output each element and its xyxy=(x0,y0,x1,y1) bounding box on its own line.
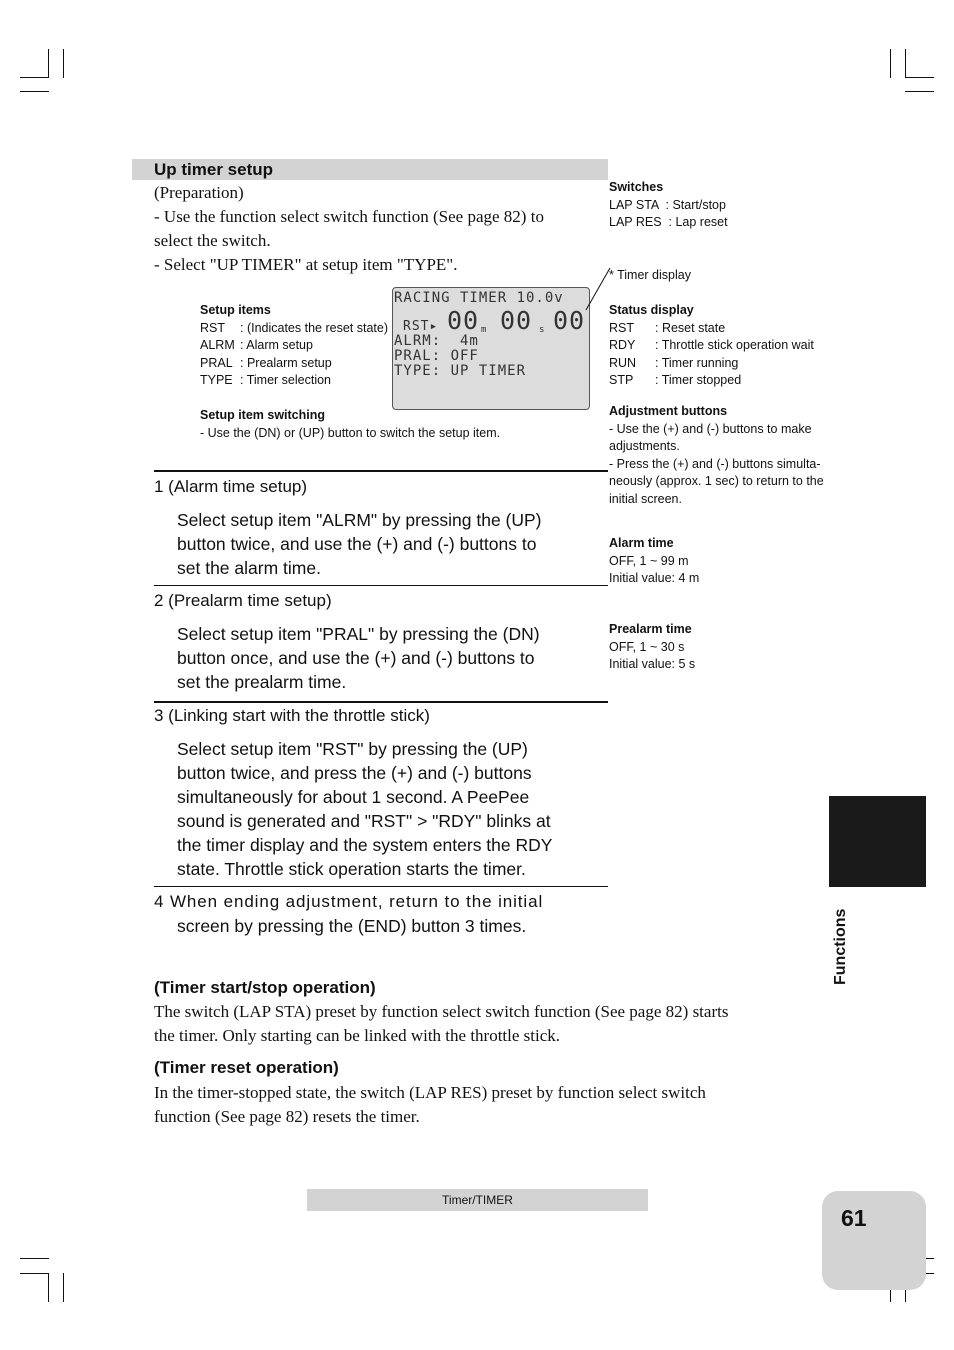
switches-note xyxy=(609,179,829,232)
crop-mark xyxy=(48,1273,49,1302)
switches-row: LAP RES : Lap reset xyxy=(609,215,728,229)
setup-item-code: PRAL xyxy=(200,355,233,370)
status-row xyxy=(609,355,829,373)
step-3-body xyxy=(177,737,586,881)
footer-text: Timer/TIMER xyxy=(442,1193,513,1207)
prealarm-heading: Prealarm time xyxy=(609,622,692,636)
step-line: set the prealarm time. xyxy=(177,672,347,692)
status-code: RUN xyxy=(609,355,637,370)
crop-mark xyxy=(20,91,49,92)
intro-text xyxy=(154,181,594,277)
switches-row: LAP STA : Start/stop xyxy=(609,197,726,212)
adjust-heading: Adjustment buttons xyxy=(609,404,728,418)
setup-item-row xyxy=(200,337,400,355)
status-desc: : Timer running xyxy=(655,355,739,370)
crop-mark xyxy=(20,1258,49,1259)
alarm-heading: Alarm time xyxy=(609,536,674,550)
chapter-label-text: Functions xyxy=(832,908,849,985)
adjust-line: - Use the (+) and (-) buttons to make xyxy=(609,421,812,436)
status-row xyxy=(609,372,829,390)
setup-item-code: TYPE xyxy=(200,373,233,387)
step-4-heading: 4 When ending adjustment, return to the initial xyxy=(154,892,544,911)
adjust-line: neously (approx. 1 sec) to return to the xyxy=(609,474,824,488)
crop-mark xyxy=(890,49,891,78)
start-stop-text xyxy=(154,1000,814,1048)
adjust-line: initial screen. xyxy=(609,491,682,506)
status-code: RDY xyxy=(609,338,636,352)
switches-heading: Switches xyxy=(609,180,664,194)
prealarm-line: OFF, 1 ~ 30 s xyxy=(609,639,685,654)
crop-mark xyxy=(48,49,49,78)
status-desc: : Throttle stick operation wait xyxy=(655,338,814,352)
page-number: 61 xyxy=(841,1205,867,1231)
divider xyxy=(154,701,608,703)
intro-line: - Select "UP TIMER" at setup item "TYPE". xyxy=(154,255,458,274)
lcd-title-line: RACING TIMER 10.0v xyxy=(394,290,564,306)
chapter-tab xyxy=(829,796,926,887)
paragraph-line: The switch (LAP STA) preset by function select switch function (See page 82) starts xyxy=(154,1002,729,1021)
crop-mark xyxy=(20,77,49,78)
setup-items-heading: Setup items xyxy=(200,303,271,317)
crop-mark xyxy=(63,49,64,78)
crop-mark xyxy=(905,77,934,78)
setup-item-row xyxy=(200,355,400,373)
intro-line: - Use the function select switch function (See page 82) to xyxy=(154,207,544,226)
step-1-heading: 1 (Alarm time setup) xyxy=(154,477,308,496)
prealarm-note xyxy=(609,621,829,674)
crop-mark xyxy=(20,1273,49,1274)
setup-switching-heading: Setup item switching xyxy=(200,408,326,422)
step-line: button twice, and use the (+) and (-) buttons to xyxy=(177,534,537,554)
setup-item-desc: : (Indicates the reset state) xyxy=(240,320,388,335)
status-note xyxy=(609,302,829,390)
step-line: screen by pressing the (END) button 3 times. xyxy=(177,916,527,936)
adjust-line: - Press the (+) and (-) buttons simulta- xyxy=(609,456,821,471)
alarm-note xyxy=(609,535,829,588)
start-stop-heading: (Timer start/stop operation) xyxy=(154,978,376,997)
setup-item-desc: : Prealarm setup xyxy=(240,355,332,370)
step-line: the timer display and the system enters the RDY xyxy=(177,835,553,855)
setup-item-row xyxy=(200,372,400,390)
prealarm-line: Initial value: 5 s xyxy=(609,657,696,671)
lcd-type-line: TYPE: UP TIMER xyxy=(394,363,527,379)
lcd-minutes: 00 xyxy=(447,306,480,335)
chapter-label xyxy=(832,890,854,985)
setup-switching-text: - Use the (DN) or (UP) button to switch the setup item. xyxy=(200,425,501,440)
crop-mark xyxy=(905,49,906,78)
step-2-heading: 2 (Prealarm time setup) xyxy=(154,591,332,610)
adjust-note xyxy=(609,403,834,508)
step-3-heading: 3 (Linking start with the throttle stick) xyxy=(154,706,430,725)
lcd-rst-label: RST▸ xyxy=(403,319,439,334)
reset-text xyxy=(154,1081,814,1129)
lcd-centiseconds: 00 xyxy=(553,306,586,335)
status-code: RST xyxy=(609,320,634,335)
intro-line: select the switch. xyxy=(154,231,271,250)
lcd-seconds: 00 xyxy=(500,306,533,335)
page-number-box xyxy=(822,1191,926,1290)
lcd-screen xyxy=(392,287,590,410)
step-line: button twice, and press the (+) and (-) buttons xyxy=(177,763,532,783)
lcd-pral-line: PRAL: OFF xyxy=(394,348,479,364)
setup-item-row xyxy=(200,320,400,338)
step-line: sound is generated and "RST" > "RDY" blinks at xyxy=(177,811,551,831)
step-line: Select setup item "ALRM" by pressing the (UP) xyxy=(177,510,542,530)
status-code: STP xyxy=(609,373,634,387)
paragraph-line: function (See page 82) resets the timer. xyxy=(154,1107,420,1126)
step-4-body xyxy=(177,914,586,938)
step-line: set the alarm time. xyxy=(177,558,321,578)
paragraph-line: In the timer-stopped state, the switch (LAP RES) preset by function select switch xyxy=(154,1083,706,1102)
setup-item-desc: : Alarm setup xyxy=(240,338,313,352)
setup-item-code: ALRM xyxy=(200,338,235,352)
divider xyxy=(154,886,608,887)
step-2-body xyxy=(177,622,586,694)
status-row xyxy=(609,337,829,355)
reset-heading: (Timer reset operation) xyxy=(154,1058,339,1077)
lcd-min-unit: m xyxy=(481,325,487,335)
crop-mark xyxy=(63,1273,64,1302)
status-heading: Status display xyxy=(609,303,694,317)
timer-display-note: * Timer display xyxy=(609,268,691,282)
divider xyxy=(154,585,608,586)
status-desc: : Timer stopped xyxy=(655,373,742,387)
lcd-alrm-line: ALRM: 4m xyxy=(394,333,479,349)
alarm-line: OFF, 1 ~ 99 m xyxy=(609,553,689,568)
setup-switching xyxy=(200,407,580,442)
alarm-line: Initial value: 4 m xyxy=(609,571,700,585)
step-line: button once, and use the (+) and (-) buttons to xyxy=(177,648,535,668)
step-line: simultaneously for about 1 second. A PeePee xyxy=(177,787,530,807)
step-line: state. Throttle stick operation starts the timer. xyxy=(177,859,526,879)
status-row xyxy=(609,320,829,338)
lcd-sec-unit: s xyxy=(539,325,545,335)
crop-mark xyxy=(905,91,934,92)
intro-line: (Preparation) xyxy=(154,183,244,202)
step-line: Select setup item "RST" by pressing the (UP) xyxy=(177,739,528,759)
divider xyxy=(154,470,608,472)
step-line: Select setup item "PRAL" by pressing the (DN) xyxy=(177,624,540,644)
setup-item-desc: : Timer selection xyxy=(240,373,332,387)
section-title: Up timer setup xyxy=(154,160,274,179)
status-desc: : Reset state xyxy=(655,320,726,335)
adjust-line: adjustments. xyxy=(609,439,680,453)
paragraph-line: the timer. Only starting can be linked with the throttle stick. xyxy=(154,1026,561,1045)
step-1-body xyxy=(177,508,586,580)
setup-item-code: RST xyxy=(200,320,225,335)
setup-items xyxy=(200,302,400,390)
